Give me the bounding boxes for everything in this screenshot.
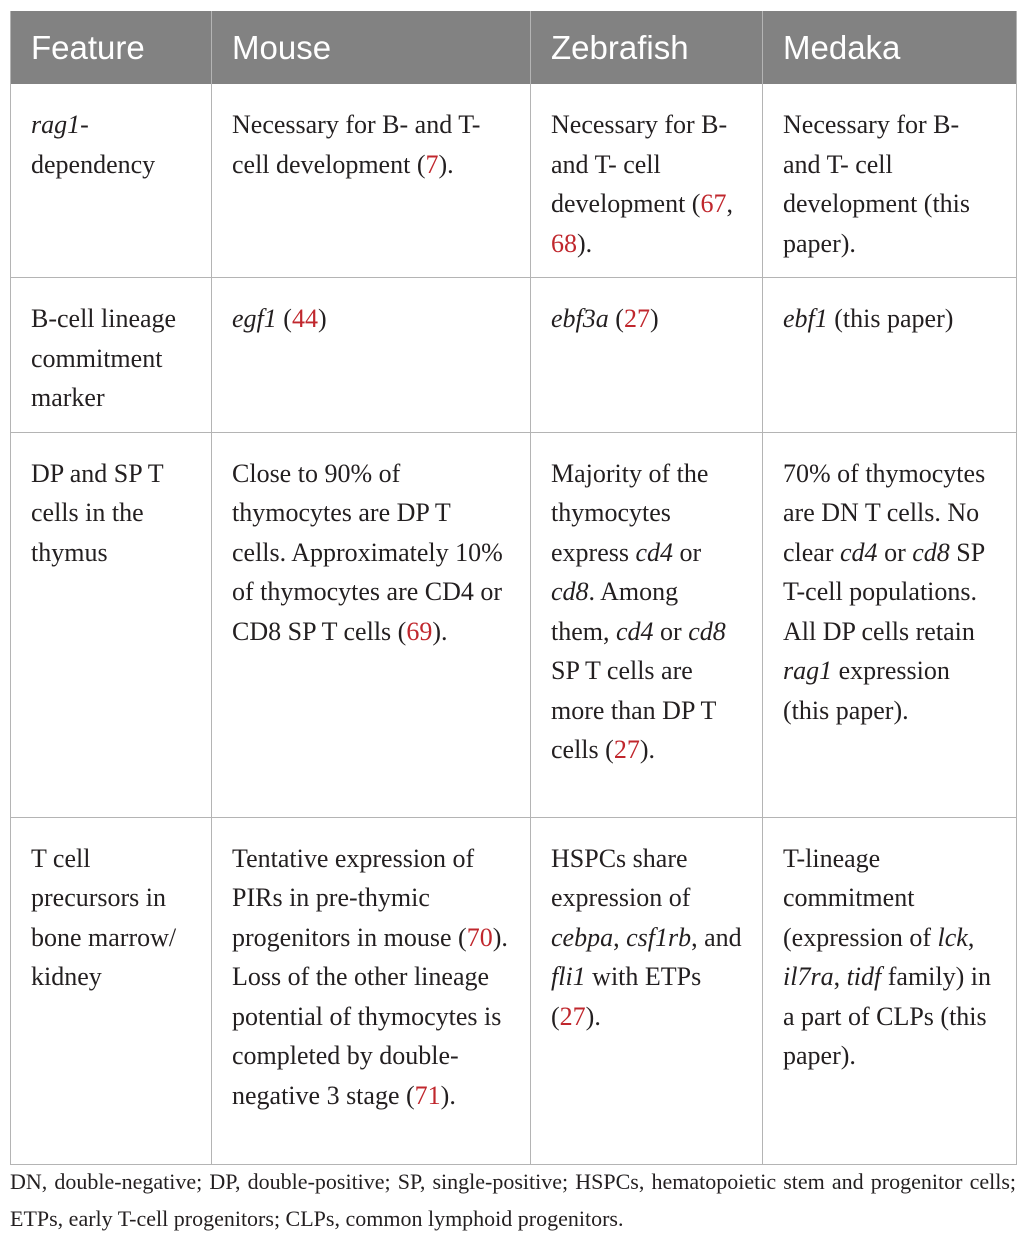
gene-name: csf1rb — [626, 922, 692, 952]
cell-text: ). Loss of the other lineage potential of thymocytes is completed by double-negative 3 stage ( — [232, 922, 508, 1110]
cell-feature — [11, 278, 212, 433]
cell-text: ). — [440, 1080, 456, 1110]
cell-text: ) — [317, 304, 327, 333]
header-mouse: Mouse — [212, 11, 531, 84]
cell-text: , — [833, 962, 847, 991]
cell-mouse — [212, 817, 531, 1164]
header-feature: Feature — [11, 11, 212, 84]
gene-name: rag1 — [31, 110, 81, 139]
reference-link[interactable]: 68 — [551, 228, 577, 258]
cell-text: ) — [649, 304, 659, 333]
cell-text: . Among them, — [551, 577, 679, 646]
cell-text: T cell precursors in bone marrow/ kidney — [31, 843, 177, 991]
table-body — [11, 84, 1017, 1164]
cell-text: ). — [585, 1001, 601, 1031]
gene-name: cd4 — [616, 616, 654, 646]
table-header — [11, 11, 1017, 84]
reference-link[interactable]: 71 — [414, 1080, 441, 1110]
cell-text: , and — [691, 922, 742, 952]
cell-text: T-lineage commitment (expression of — [783, 843, 938, 952]
cell-text: or — [877, 537, 913, 567]
cell-text: , — [967, 922, 975, 952]
cell-text: ). — [577, 228, 593, 258]
cell-text: or — [653, 616, 689, 646]
cell-text: or — [673, 537, 702, 567]
comparison-table — [10, 11, 1017, 1165]
cell-text: DP and SP T cells in the thymus — [31, 458, 164, 567]
reference-link[interactable]: 70 — [466, 922, 493, 952]
cell-text: , — [613, 922, 627, 952]
gene-name: cd8 — [912, 537, 950, 567]
reference-link[interactable]: 27 — [559, 1001, 586, 1031]
gene-name: egf1 — [232, 304, 277, 333]
cell-text: (this paper) — [827, 304, 954, 333]
reference-link[interactable]: 69 — [406, 616, 433, 646]
comparison-table-container — [10, 11, 1016, 1165]
gene-name: lck — [937, 922, 968, 952]
gene-name: cd8 — [551, 577, 589, 606]
reference-link[interactable]: 67 — [700, 189, 727, 218]
gene-name: cd4 — [840, 537, 878, 567]
table-row — [11, 432, 1017, 817]
cell-text: ). — [438, 149, 454, 179]
cell-text: ). — [432, 616, 448, 646]
cell-mouse — [212, 432, 531, 817]
cell-zebrafish — [531, 278, 763, 433]
reference-link[interactable]: 27 — [613, 735, 640, 764]
cell-text: Necessary for B- and T- cell development ( — [232, 110, 481, 179]
table-row — [11, 278, 1017, 433]
table-row — [11, 817, 1017, 1164]
gene-name: cd4 — [635, 537, 674, 567]
gene-name: il7ra — [783, 962, 834, 991]
cell-zebrafish — [531, 817, 763, 1164]
cell-text: Close to 90% of thymocytes are DP T cells. Approximately 10% of thymocytes are CD4 or CD8 SP T cells ( — [232, 458, 503, 646]
cell-text: ). — [639, 735, 655, 764]
reference-link[interactable]: 7 — [425, 149, 439, 179]
cell-mouse — [212, 278, 531, 433]
cell-zebrafish — [531, 432, 763, 817]
cell-feature — [11, 84, 212, 278]
cell-medaka — [763, 84, 1017, 278]
gene-name: cd8 — [688, 616, 726, 646]
gene-name: tidf — [846, 962, 882, 991]
gene-name: fli1 — [551, 962, 586, 991]
cell-text: , — [726, 189, 733, 218]
table-row — [11, 84, 1017, 278]
header-zebrafish: Zebrafish — [531, 11, 763, 84]
cell-text: SP T cells are more than DP T cells ( — [551, 656, 716, 764]
gene-name: cebpa — [551, 922, 614, 952]
cell-text: ( — [276, 304, 292, 333]
cell-feature — [11, 817, 212, 1164]
cell-text: ( — [608, 304, 624, 333]
cell-text: expression (this paper). — [783, 656, 950, 725]
gene-name: ebf1 — [783, 304, 828, 333]
cell-text: Tentative expression of PIRs in pre-thymic progenitors in mouse ( — [232, 843, 475, 952]
table-footnote: DN, double-negative; DP, double-positive; SP, single-positive; HSPCs, hematopoietic stem and progenitor cells; ETPs, early T-cell progenitors; CLPs, common lymphoid progenitors. — [10, 1169, 1016, 1231]
cell-text: 70% of thymocytes are DN T cells. No clear — [783, 458, 986, 567]
reference-link[interactable]: 44 — [291, 304, 318, 333]
cell-text: Necessary for B- and T- cell development ( — [551, 110, 728, 218]
cell-text: with ETPs ( — [551, 962, 702, 1031]
cell-text: Necessary for B- and T- cell development (this paper). — [783, 110, 971, 258]
gene-name: rag1 — [783, 656, 833, 685]
cell-text: HSPCs share expression of — [551, 843, 691, 912]
header-row — [11, 11, 1017, 84]
header-medaka: Medaka — [763, 11, 1017, 84]
gene-name: ebf3a — [551, 304, 609, 333]
reference-link[interactable]: 27 — [623, 304, 650, 333]
cell-text: SP T-cell populations. All DP cells retain — [783, 537, 985, 646]
cell-text: Majority of the thymocytes express — [551, 458, 709, 567]
cell-text: -dependency — [31, 110, 156, 179]
cell-zebrafish — [531, 84, 763, 278]
cell-mouse — [212, 84, 531, 278]
cell-text: family) in a part of CLPs (this paper). — [783, 962, 992, 1070]
cell-feature — [11, 432, 212, 817]
cell-text: B-cell lineage commitment marker — [31, 304, 177, 412]
cell-medaka — [763, 278, 1017, 433]
cell-medaka — [763, 817, 1017, 1164]
cell-medaka — [763, 432, 1017, 817]
